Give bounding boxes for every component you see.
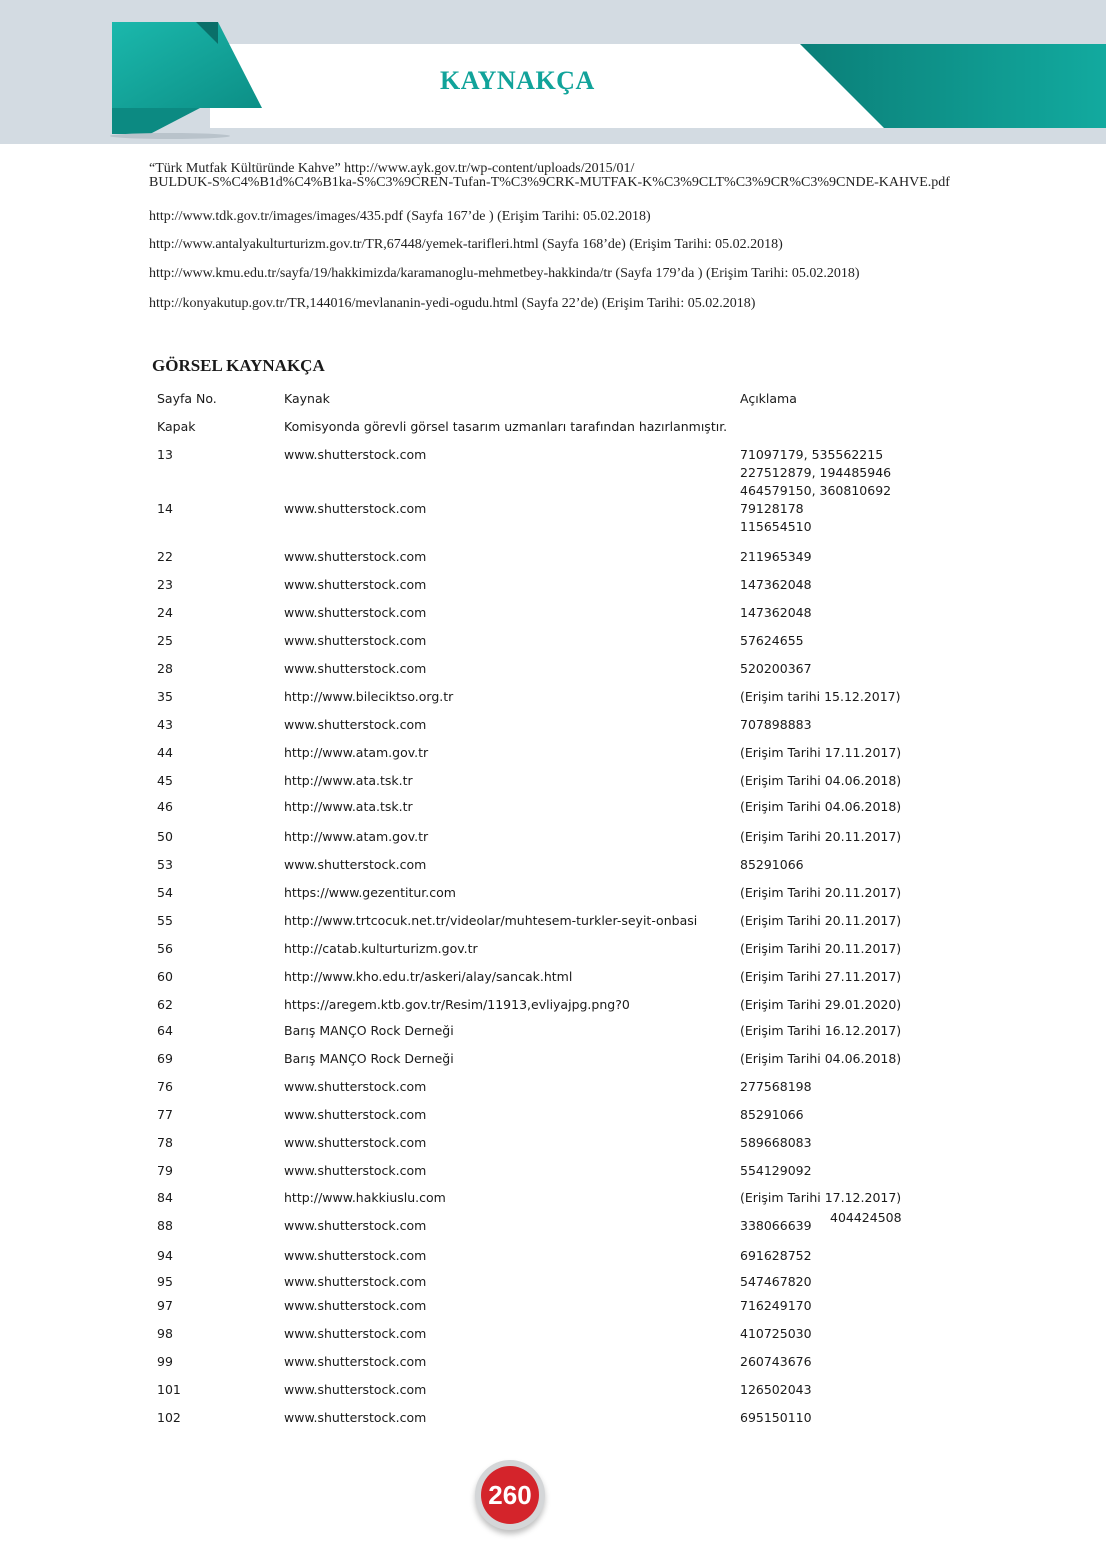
table-cell-page: 62	[157, 997, 173, 1012]
table-cell-source[interactable]: www.shutterstock.com	[284, 549, 427, 564]
table-cell-page: 69	[157, 1051, 173, 1066]
page-number-badge	[475, 1460, 545, 1530]
table-cell-source[interactable]: www.shutterstock.com	[284, 1326, 427, 1341]
table-cell-source[interactable]: http://www.atam.gov.tr	[284, 829, 429, 844]
table-cell-desc: 260743676	[740, 1354, 812, 1369]
table-cell-source[interactable]: www.shutterstock.com	[284, 661, 427, 676]
table-cell-source[interactable]: https://www.gezentitur.com	[284, 885, 456, 900]
table-cell-desc: 85291066	[740, 857, 804, 872]
table-cell-desc: 707898883	[740, 717, 812, 732]
table-cell-desc: 691628752	[740, 1248, 812, 1263]
table-cell-page: 25	[157, 633, 173, 648]
table-cell-source[interactable]: www.shutterstock.com	[284, 1354, 427, 1369]
table-cell-desc: (Erişim Tarihi 04.06.2018)	[740, 773, 902, 788]
table-cell-desc: 57624655	[740, 633, 804, 648]
table-cell-page: Kapak	[157, 419, 196, 434]
table-cell-page: 60	[157, 969, 173, 984]
table-cell-desc: (Erişim Tarihi 20.11.2017)	[740, 913, 902, 928]
table-cell-source: Komisyonda görevli görsel tasarım uzmanları tarafından hazırlanmıştır.	[284, 419, 728, 434]
table-cell-page: 76	[157, 1079, 173, 1094]
table-cell-page: 78	[157, 1135, 173, 1150]
page-number: 260	[481, 1466, 539, 1524]
table-cell-page: 35	[157, 689, 173, 704]
reference-item	[149, 162, 950, 190]
table-cell-desc: 227512879, 194485946	[740, 465, 892, 480]
column-header: Açıklama	[740, 391, 797, 406]
table-cell-source[interactable]: www.shutterstock.com	[284, 633, 427, 648]
table-cell-page: 53	[157, 857, 173, 872]
table-cell-page: 46	[157, 799, 173, 814]
table-cell-source[interactable]: www.shutterstock.com	[284, 1248, 427, 1263]
table-cell-source[interactable]: www.shutterstock.com	[284, 1274, 427, 1289]
table-cell-page: 50	[157, 829, 173, 844]
table-cell-desc: 520200367	[740, 661, 812, 676]
table-cell-desc: 277568198	[740, 1079, 812, 1094]
table-cell-page: 45	[157, 773, 173, 788]
table-cell-desc: (Erişim Tarihi 20.11.2017)	[740, 829, 902, 844]
reference-text: http://www.antalyakulturturizm.gov.tr/TR,67448/yemek-tarifleri.html (Sayfa 168’de) (Erişim Tarihi: 05.02.2018)	[149, 237, 783, 252]
table-cell-source[interactable]: http://www.kho.edu.tr/askeri/alay/sancak.html	[284, 969, 573, 984]
table-cell-desc: 464579150, 360810692	[740, 483, 892, 498]
table-cell-desc: 695150110	[740, 1410, 812, 1425]
table-cell-source[interactable]: www.shutterstock.com	[284, 717, 427, 732]
table-cell-source[interactable]: www.shutterstock.com	[284, 1135, 427, 1150]
table-cell-source[interactable]: www.shutterstock.com	[284, 857, 427, 872]
table-cell-source[interactable]: http://catab.kulturturizm.gov.tr	[284, 941, 478, 956]
table-cell-source[interactable]: www.shutterstock.com	[284, 1163, 427, 1178]
table-cell-source[interactable]: www.shutterstock.com	[284, 1107, 427, 1122]
table-cell-source[interactable]: www.shutterstock.com	[284, 501, 427, 516]
table-cell-desc: 547467820	[740, 1274, 812, 1289]
table-cell-page: 43	[157, 717, 173, 732]
table-cell-desc: 79128178	[740, 501, 804, 516]
reference-item	[149, 297, 755, 311]
table-cell-source[interactable]: http://www.ata.tsk.tr	[284, 799, 413, 814]
table-cell-source[interactable]: http://www.bileciktso.org.tr	[284, 689, 454, 704]
page-title: KAYNAKÇA	[440, 66, 595, 95]
table-cell-desc: 410725030	[740, 1326, 812, 1341]
reference-text: “Türk Mutfak Kültüründe Kahve” http://www.ayk.gov.tr/wp-content/uploads/2015/01/	[149, 161, 635, 176]
table-cell-desc: 147362048	[740, 605, 812, 620]
table-cell-source[interactable]: www.shutterstock.com	[284, 1218, 427, 1233]
table-cell-source[interactable]: http://www.hakkiuslu.com	[284, 1190, 446, 1205]
table-cell-source[interactable]: www.shutterstock.com	[284, 1079, 427, 1094]
table-cell-desc: 147362048	[740, 577, 812, 592]
table-cell-desc: 716249170	[740, 1298, 812, 1313]
table-cell-page: 55	[157, 913, 173, 928]
table-cell-page: 22	[157, 549, 173, 564]
table-cell-desc: (Erişim Tarihi 04.06.2018)	[740, 799, 902, 814]
table-cell-page: 101	[157, 1382, 181, 1397]
table-cell-desc: 338066639	[740, 1218, 812, 1233]
table-cell-source[interactable]: https://aregem.ktb.gov.tr/Resim/11913,evliyajpg.png?0	[284, 997, 630, 1012]
table-cell-page: 56	[157, 941, 173, 956]
table-cell-desc: (Erişim Tarihi 20.11.2017)	[740, 885, 902, 900]
table-cell-desc: (Erişim Tarihi 16.12.2017)	[740, 1023, 902, 1038]
table-cell-page: 64	[157, 1023, 173, 1038]
column-header: Kaynak	[284, 391, 330, 406]
table-cell-page: 77	[157, 1107, 173, 1122]
table-cell-desc: (Erişim Tarihi 20.11.2017)	[740, 941, 902, 956]
table-cell-source[interactable]: http://www.ata.tsk.tr	[284, 773, 413, 788]
table-cell-page: 94	[157, 1248, 173, 1263]
table-cell-page: 23	[157, 577, 173, 592]
table-cell-page: 88	[157, 1218, 173, 1233]
table-cell-source[interactable]: www.shutterstock.com	[284, 577, 427, 592]
table-cell-source[interactable]: http://www.trtcocuk.net.tr/videolar/muhtesem-turkler-seyit-onbasi	[284, 913, 698, 928]
table-cell-desc: (Erişim Tarihi 17.11.2017)	[740, 745, 902, 760]
table-cell-desc: 115654510	[740, 519, 812, 534]
table-cell-page: 28	[157, 661, 173, 676]
table-cell-desc: 85291066	[740, 1107, 804, 1122]
table-cell-desc: 211965349	[740, 549, 812, 564]
table-cell-desc: (Erişim Tarihi 17.12.2017)	[740, 1190, 902, 1205]
table-cell-source[interactable]: http://www.atam.gov.tr	[284, 745, 429, 760]
table-cell-page: 14	[157, 501, 173, 516]
table-cell-source[interactable]: www.shutterstock.com	[284, 447, 427, 462]
section-title: GÖRSEL KAYNAKÇA	[152, 356, 325, 375]
table-cell-desc: (Erişim Tarihi 04.06.2018)	[740, 1051, 902, 1066]
table-cell-source[interactable]: www.shutterstock.com	[284, 1298, 427, 1313]
table-cell-desc: 71097179, 535562215	[740, 447, 884, 462]
table-cell-source: Barış MANÇO Rock Derneği	[284, 1051, 454, 1066]
table-cell-desc: 404424508	[830, 1210, 902, 1225]
table-cell-page: 95	[157, 1274, 173, 1289]
table-cell-desc: 554129092	[740, 1163, 812, 1178]
table-cell-desc: (Erişim Tarihi 27.11.2017)	[740, 969, 902, 984]
reference-text: http://www.kmu.edu.tr/sayfa/19/hakkimizda/karamanoglu-mehmetbey-hakkinda/tr (Sayfa 179’da ) (Erişim Tarihi: 05.02.2018)	[149, 266, 860, 281]
table-cell-page: 97	[157, 1298, 173, 1313]
table-cell-desc: 589668083	[740, 1135, 812, 1150]
table-cell-page: 24	[157, 605, 173, 620]
table-cell-page: 54	[157, 885, 173, 900]
reference-item	[149, 210, 651, 224]
reference-text: http://www.tdk.gov.tr/images/images/435.pdf (Sayfa 167’de ) (Erişim Tarihi: 05.02.2018)	[149, 209, 651, 224]
reference-text: BULDUK-S%C4%B1d%C4%B1ka-S%C3%9CREN-Tufan-T%C3%9CRK-MUTFAK-K%C3%9CLT%C3%9CR%C3%9CNDE-KAHVE.pdf	[149, 175, 950, 190]
reference-item	[149, 267, 860, 281]
table-cell-page: 102	[157, 1410, 181, 1425]
table-cell-source[interactable]: www.shutterstock.com	[284, 605, 427, 620]
table-cell-source[interactable]: www.shutterstock.com	[284, 1382, 427, 1397]
table-cell-page: 79	[157, 1163, 173, 1178]
table-cell-desc: (Erişim tarihi 15.12.2017)	[740, 689, 901, 704]
column-header: Sayfa No.	[157, 391, 217, 406]
table-cell-source: Barış MANÇO Rock Derneği	[284, 1023, 454, 1038]
table-cell-page: 98	[157, 1326, 173, 1341]
table-cell-desc: 126502043	[740, 1382, 812, 1397]
table-cell-page: 13	[157, 447, 173, 462]
table-cell-page: 44	[157, 745, 173, 760]
reference-item	[149, 238, 783, 252]
table-cell-page: 84	[157, 1190, 173, 1205]
table-cell-page: 99	[157, 1354, 173, 1369]
table-cell-desc: (Erişim Tarihi 29.01.2020)	[740, 997, 902, 1012]
reference-text: http://konyakutup.gov.tr/TR,144016/mevlananin-yedi-ogudu.html (Sayfa 22’de) (Erişim Tarihi: 05.02.2018)	[149, 296, 756, 311]
table-cell-source[interactable]: www.shutterstock.com	[284, 1410, 427, 1425]
